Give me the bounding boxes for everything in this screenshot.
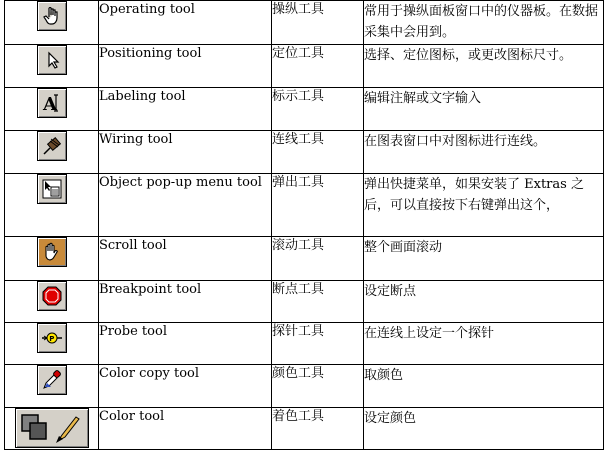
table-row <box>5 323 604 365</box>
icon-cell <box>5 323 99 365</box>
tool-name-zh: 滚动工具 <box>272 237 364 281</box>
table-row <box>5 365 604 408</box>
tool-description: 选择、定位图标，或更改图标尺寸。 <box>364 45 604 88</box>
table-row <box>5 281 604 323</box>
icon-cell <box>5 281 99 323</box>
tool-name-en: Probe tool <box>99 323 272 365</box>
tool-name-en: Color copy tool <box>99 365 272 408</box>
scroll-hand-icon <box>37 237 67 267</box>
tool-name-zh: 探针工具 <box>272 323 364 365</box>
popup-menu-icon <box>37 174 67 204</box>
tool-description: 整个画面滚动 <box>364 237 604 281</box>
tool-name-zh: 着色工具 <box>272 408 364 450</box>
tool-name-en: Object pop-up menu tool <box>99 174 272 237</box>
icon-cell <box>5 131 99 174</box>
tool-name-zh: 连线工具 <box>272 131 364 174</box>
table-row <box>5 237 604 281</box>
table-row <box>5 88 604 131</box>
tool-name-en: Positioning tool <box>99 45 272 88</box>
stop-sign-icon <box>37 281 67 311</box>
tool-name-zh: 弹出工具 <box>272 174 364 237</box>
tool-description: 取颜色 <box>364 365 604 408</box>
icon-cell <box>5 88 99 131</box>
tool-name-zh: 操纵工具 <box>272 1 364 45</box>
tool-name-en: Breakpoint tool <box>99 281 272 323</box>
tool-name-en: Labeling tool <box>99 88 272 131</box>
tool-name-zh: 标示工具 <box>272 88 364 131</box>
icon-cell <box>5 408 99 450</box>
arrow-pointer-icon <box>37 45 67 75</box>
tool-name-en: Operating tool <box>99 1 272 45</box>
table-row <box>5 174 604 237</box>
text-cursor-icon <box>37 88 67 118</box>
table-row <box>5 45 604 88</box>
table-row <box>5 1 604 45</box>
svg-text:A: A <box>42 94 57 114</box>
tool-name-en: Scroll tool <box>99 237 272 281</box>
tool-description: 弹出快捷菜单，如果安装了 Extras 之后，可以直接按下右键弹出这个， <box>364 174 604 237</box>
svg-text:P: P <box>48 335 54 343</box>
icon-cell <box>5 45 99 88</box>
tool-description: 设定断点 <box>364 281 604 323</box>
table-row <box>5 408 604 450</box>
tool-name-zh: 颜色工具 <box>272 365 364 408</box>
icon-cell <box>5 365 99 408</box>
tools-table <box>4 0 604 450</box>
eyedropper-icon <box>37 365 67 395</box>
probe-icon <box>37 323 67 353</box>
operating-hand-icon <box>37 1 67 31</box>
wire-spool-icon <box>37 131 67 161</box>
tool-description: 编辑注解或文字输入 <box>364 88 604 131</box>
tool-name-zh: 定位工具 <box>272 45 364 88</box>
tool-name-en: Color tool <box>99 408 272 450</box>
table-row <box>5 131 604 174</box>
tool-name-en: Wiring tool <box>99 131 272 174</box>
icon-cell <box>5 1 99 45</box>
tool-description: 设定颜色 <box>364 408 604 450</box>
paint-brush-icon <box>15 408 89 448</box>
tool-description: 常用于操纵面板窗口中的仪器板。在数据采集中会用到。 <box>364 1 604 45</box>
tool-name-zh: 断点工具 <box>272 281 364 323</box>
tool-description: 在图表窗口中对图标进行连线。 <box>364 131 604 174</box>
tool-description: 在连线上设定一个探针 <box>364 323 604 365</box>
icon-cell <box>5 237 99 281</box>
icon-cell <box>5 174 99 237</box>
